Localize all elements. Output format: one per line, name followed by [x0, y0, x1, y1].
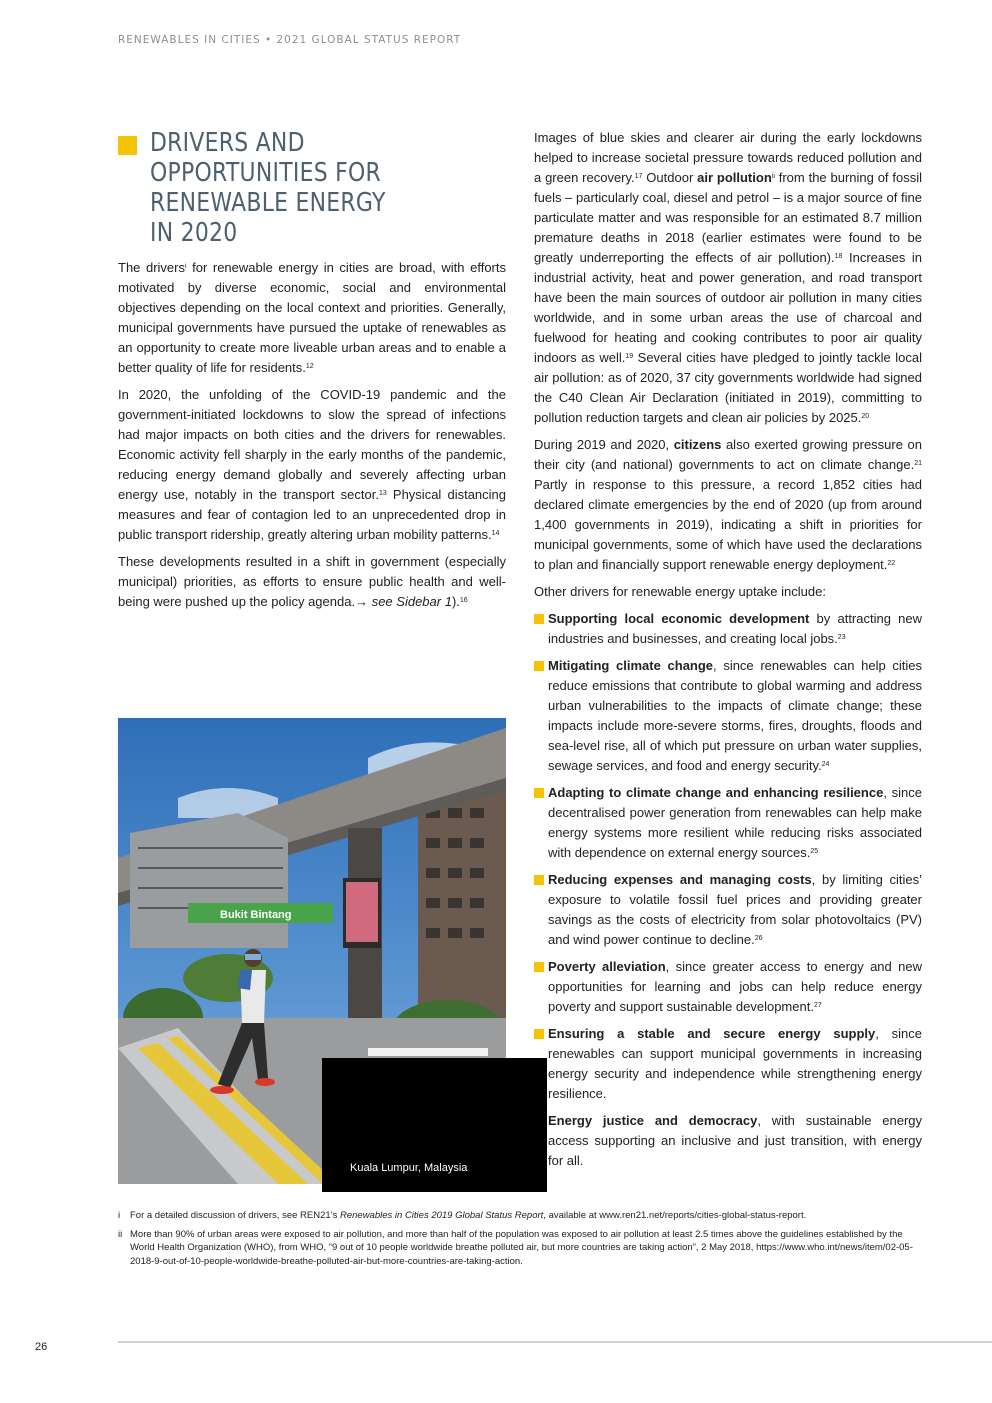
station-sign-text: Bukit Bintang [220, 909, 292, 921]
reference-marker[interactable]: 20 [861, 413, 870, 420]
reference-marker[interactable]: 25 [810, 848, 819, 855]
bullet-square-icon [534, 614, 544, 624]
reference-marker[interactable]: 27 [813, 1002, 822, 1009]
reference-marker[interactable]: 21 [914, 460, 922, 467]
reference-marker[interactable]: 26 [754, 935, 763, 942]
running-header: RENEWABLES IN CITIES • 2021 GLOBAL STATUS REPORT [118, 34, 462, 46]
left-column [118, 128, 506, 619]
paragraph-drivers: The drivers$^i$ for renewable energy in cities are broad, with efforts motivated by diverse economic, social and environmental objectives depending on the local context and priorities. Generally, municipal governments have pursued the uptake of renewables as an opportunity to create more liveable urban areas and to enable a better quality of life for residents.$^{12}$ [118, 260, 506, 375]
bullet-item: Mitigating climate change, since renewables can help cities reduce emissions that contribute to global warming and address urban vulnerabilities to the impacts of climate change; these impacts include more-severe storms, fires, droughts, floods and sea-level rise, all of which put pressure on urban water supplies, sewage services, and food and energy security.$^{24}$ [534, 656, 922, 776]
paragraph-other-drivers: Other drivers for renewable energy uptake include: [534, 584, 826, 599]
bullet-square-icon [534, 1029, 544, 1039]
reference-marker[interactable]: 22 [887, 560, 896, 567]
footnote-marker-ii[interactable]: ii [771, 173, 775, 180]
reference-marker[interactable]: 13 [378, 490, 387, 497]
photo-caption: Kuala Lumpur, Malaysia [350, 1162, 468, 1174]
reference-marker[interactable]: 18 [834, 253, 843, 260]
reference-marker[interactable]: 17 [634, 173, 643, 180]
paragraph-priorities: These developments resulted in a shift in government (especially municipal) priorities, as efforts to ensure public health and well-being were pushed up the policy agenda.→ see Sidebar 1).$^{16}$ [118, 554, 506, 609]
bullet-square-icon [534, 788, 544, 798]
right-column [534, 128, 922, 1178]
section-title: DRIVERS AND OPPORTUNITIES FOR RENEWABLE ENERGY IN 2020 [150, 128, 386, 248]
bullet-item: Adapting to climate change and enhancing resilience, since decentralised power generation from renewables can help make energy systems more resilient while reducing risks associated with dependence on external energy sources.$^{25}$ [534, 783, 922, 863]
heading-square-icon [118, 136, 137, 155]
reference-marker[interactable]: 24 [821, 761, 830, 768]
page-footer-rule [118, 1341, 992, 1343]
bullet-item: Ensuring a stable and secure energy supply, since renewables can support municipal governments in increasing energy security and independence while strengthening energy resilience. [534, 1024, 922, 1104]
footnote-marker-i[interactable]: i [184, 263, 187, 270]
paragraph-covid: In 2020, the unfolding of the COVID-19 pandemic and the government-initiated lockdowns to slow the spread of infections had major impacts on both cities and the drivers for renewables. Economic activity fell sharply in the early months of the pandemic, reducing energy demand globally and severely affecting urban energy use, notably in the transport sector.$^{13}$ Physical distancing measures and fear of contagion led to an unprecedented drop in public transport ridership, greatly altering urban mobility patterns.$^{14}$ [118, 387, 507, 542]
paragraph-citizens: During 2019 and 2020, citizens also exerted growing pressure on their city (and national) governments to act on climate change.$^{21}$ Partly in response to this pressure, a record 1,852 cities had declared climate emergencies by the end of 2020 (up from around 1,400 governments in 2019), indicating a shift in priorities for municipal governments, some of which have used the declarations to plan and financially support renewable energy deployment.$^{22}$ [534, 437, 922, 572]
footnote-ii: ii More than 90% of urban areas were exposed to air pollution, and more than half of the population was exposed to air pollution at least 2.5 times above the guidelines established by the World Health Organization (WHO), from WHO, “9 out of 10 people worldwide breathe polluted air, but more countries are taking action”, 2 May 2018, https://www.who.int/news/item/02-05-2018-9-out-of-10-people-worldwide-breathe-polluted-air-but-more-countries-are-taking-action. [118, 1228, 913, 1267]
reference-marker[interactable]: 12 [305, 363, 314, 370]
section-heading-block [118, 128, 506, 248]
photo-caption-box [322, 1058, 547, 1192]
reference-marker[interactable]: 14 [491, 530, 500, 537]
bullet-square-icon [534, 875, 544, 885]
bullet-item: Reducing expenses and managing costs, by limiting cities’ exposure to volatile fossil fuel prices and providing greater savings as the costs of electricity from solar photovoltaics (PV) and wind power continue to decline.$^{26}$ [534, 870, 922, 950]
bullet-item: Supporting local economic development by attracting new industries and businesses, and creating local jobs.$^{23}$ [534, 609, 922, 649]
bullet-square-icon [534, 661, 544, 671]
page-number: 26 [35, 1341, 48, 1353]
sidebar-link[interactable]: see Sidebar 1 [371, 594, 452, 609]
paragraph-air-pollution: Images of blue skies and clearer air during the early lockdowns helped to increase societal pressure towards reduced pollution and a green recovery.$^{17}$ Outdoor air pollution$^{ii}$ from the burning of fossil fuels – particularly coal, diesel and petrol – is a major source of fine particulate matter and was responsible for an estimated 8.7 million premature deaths in 2018 (earlier estimates were found to be greatly underreporting the effects of air pollution).$^{18}$ Increases in industrial activity, heat and power generation, and road transport have been the main sources of outdoor air pollution in many cities worldwide, and in some urban areas the use of charcoal and fuelwood for heating and cooking contributes to poor air quality indoors as well.$^{19}$ Several cities have pledged to jointly tackle local air pollution: as of 2020, 37 city governments worldwide had signed the C40 Clean Air Declaration (initiated in 2019), committing to pollution reduction targets and clean air policies by 2025.20 [534, 130, 923, 425]
footnote-i: i For a detailed discussion of drivers, see REN21’s Renewables in Cities 2019 Global Status Report, available at www.ren21.net/reports/cities-global-status-report. [118, 1210, 807, 1221]
bullet-item: Energy justice and democracy, with sustainable energy access supporting an inclusive and just transition, with energy for all. [548, 1113, 922, 1168]
footnotes [118, 1209, 924, 1273]
reference-marker[interactable]: 19 [625, 353, 634, 360]
reference-marker[interactable]: 16 [459, 597, 468, 604]
arrow-right-icon: → [355, 594, 369, 609]
bullet-square-icon [534, 962, 544, 972]
reference-marker[interactable]: 23 [837, 634, 846, 641]
bullet-item: Poverty alleviation, since greater access to energy and new opportunities for learning and jobs can help reduce energy poverty and support sustainable development.$^{27}$ [534, 957, 922, 1017]
